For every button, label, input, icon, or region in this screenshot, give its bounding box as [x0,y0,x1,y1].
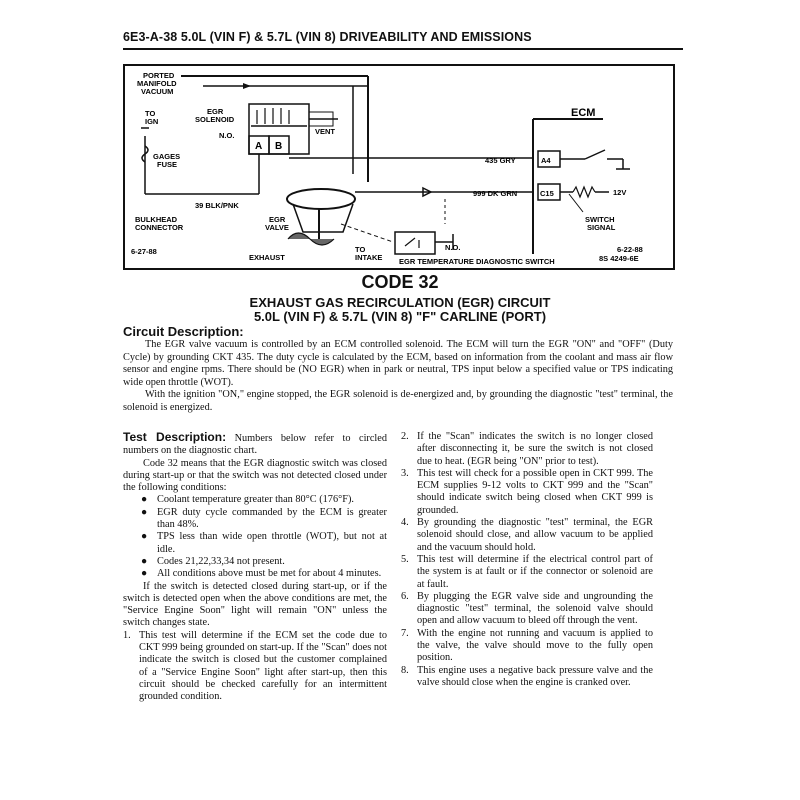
egr-circuit-diagram [123,64,675,270]
pin-c15-label: C15 [540,189,554,198]
code-title: CODE 32 [361,272,439,292]
step-list-left [123,630,387,704]
test-description-right-column [401,431,653,689]
exhaust-label: EXHAUST [249,253,285,262]
to-intake-label-1: TO [355,245,366,254]
diagram-border [124,65,674,269]
list-item: ● All conditions above must be met for about 4 minutes. [141,568,382,580]
list-item: 6. By plugging the EGR valve side and ungrounding the diagnostic "test" terminal, the solenoid valve should open and allow vacuum to bleed off through the vent. [401,590,653,627]
subtitle-line-2: 5.0L (VIN F) & 5.7L (VIN 8) "F" CARLINE (PORT) [253,309,547,324]
switch-no-label: N.O. [445,243,461,252]
temp-switch-label: EGR TEMPERATURE DIAGNOSTIC SWITCH [399,257,555,266]
arrow-icon [243,83,251,89]
gages-label-2: FUSE [157,160,178,169]
list-item: 4. By grounding the diagnostic "test" terminal, the EGR solenoid should close, and allow vacuum to be applied and the vacuum should hold. [401,517,653,553]
subtitle-line-1: EXHAUST GAS RECIRCULATION (EGR) CIRCUIT [249,295,551,310]
bulkhead-label-2: CONNECTOR [135,223,184,232]
to-ign-label-1: TO [145,109,156,118]
list-item: 2. If the "Scan" indicates the switch is no longer closed after disconnecting it, be sure the switch is not closed due to heat. (EGR being "ON" prior to test). [401,431,653,467]
reference-code: 8S 4249-6E [599,254,639,263]
switch-icon [585,150,605,159]
bullet-icon: ● [141,494,148,506]
wire-435-label: 435 GRY [485,156,516,165]
to-intake-label-2: INTAKE [355,253,383,262]
test-intro [123,431,387,458]
date-left: 6-27-88 [131,247,157,256]
volts-label: 12V [613,188,627,197]
wire-39-label: 39 BLK/PNK [195,201,239,210]
bullet-icon: ● [141,506,148,518]
egr-valve-label-2: VALVE [265,223,289,232]
ecm-label: ECM [571,107,596,119]
circuit-paragraph-1: The EGR valve vacuum is controlled by an ECM controlled solenoid. The ECM will turn the EGR "ON" and "OFF" (Duty Cycle) by grounding CKT 435. The duty cycle is calculated by the ECM, based on information from the coolant and mass air flow sensor and engine rpms. There should be (NO EGR) when in park or neutral, TPS input below a specified value or TPS indicating wide open throttle (WOT). [123,339,673,388]
switch-signal-label-1: SWITCH [585,215,615,224]
vent-label: VENT [315,127,336,136]
ported-label-1: PORTED [143,71,175,80]
test-paragraph-2: If the switch is detected closed during start-up, or if the switch is detected open when the above conditions are met, the "Service Engine Soon" light will remain "ON" unless the switch changes state. [123,580,387,629]
resistor-icon [573,187,595,197]
ported-label-3: VACUUM [141,87,174,96]
egr-solenoid-label-2: SOLENOID [195,115,235,124]
circuit-description [123,339,673,414]
no-label: N.O. [219,131,235,140]
list-item: ● Coolant temperature greater than 80°C (176°F). [141,494,354,506]
egr-valve-icon [287,189,355,209]
test-paragraph-1: Code 32 means that the EGR diagnostic switch was closed during start-up or that the switch was not detected closed under the following conditions: [123,457,387,494]
bullet-icon: ● [141,555,148,567]
list-item: ● TPS less than wide open throttle (WOT), but not at idle. [141,531,387,555]
egr-valve-label-1: EGR [269,215,286,224]
list-item: 3. This test will check for a possible open in CKT 999. The ECM supplies 9-12 volts to CKT 999 and the "Scan" should indicate switch being closed when CKT 999 is grounded. [401,467,653,516]
wire-999-label: 999 DK GRN [473,189,518,198]
terminal-a-label: A [255,141,263,152]
circuit-description-heading: Circuit Description: [123,324,244,339]
to-ign-label-2: IGN [145,117,159,126]
step-list-right [401,431,653,689]
page-header: 6E3-A-38 5.0L (VIN F) & 5.7L (VIN 8) DRIVEABILITY AND EMISSIONS [123,30,683,50]
test-intro-text: Numbers below refer to circled numbers on the diagnostic chart. [123,433,388,457]
pin-a4-label: A4 [541,156,551,165]
condition-list [123,494,387,580]
test-description-heading: Test Description: [123,430,227,444]
ported-label-2: MANIFOLD [137,79,177,88]
circuit-paragraph-2: With the ignition "ON," engine stopped, the EGR solenoid is de-energized and, by grounding the diagnostic "test" terminal, the solenoid is energized. [123,389,673,413]
list-item: 8. This engine uses a negative back pressure valve and the valve should close when the engine is cranked over. [401,664,653,688]
date-right: 6-22-88 [617,245,643,254]
test-description-left-column [123,431,387,704]
list-item: 7. With the engine not running and vacuum is applied to the valve, the valve should move to the fully open position. [401,627,653,664]
list-item: ● Codes 21,22,33,34 not present. [141,555,285,567]
bullet-icon: ● [141,568,148,580]
switch-signal-label-2: SIGNAL [587,223,616,232]
list-item: 5. This test will determine if the electrical control part of the system is at fault or if the connector or solenoid are at fault. [401,553,653,590]
bulkhead-label-1: BULKHEAD [135,215,178,224]
temperature-switch-icon [395,232,435,254]
terminal-b-label: B [275,141,283,152]
list-item: ● EGR duty cycle commanded by the ECM is greater than 48%. [141,506,387,531]
list-item: 1. This test will determine if the ECM set the code due to CKT 999 being grounded on start-up. If the "Scan" does not indicate the switch is closed but the customer complained of a "Service Engine Soon" light after start-up, then this circuit should be checked carefully for an intermittent grounded condition. [123,629,387,703]
gages-label-1: GAGES [153,152,181,161]
bullet-icon: ● [141,531,148,543]
egr-solenoid-label-1: EGR [207,107,224,116]
